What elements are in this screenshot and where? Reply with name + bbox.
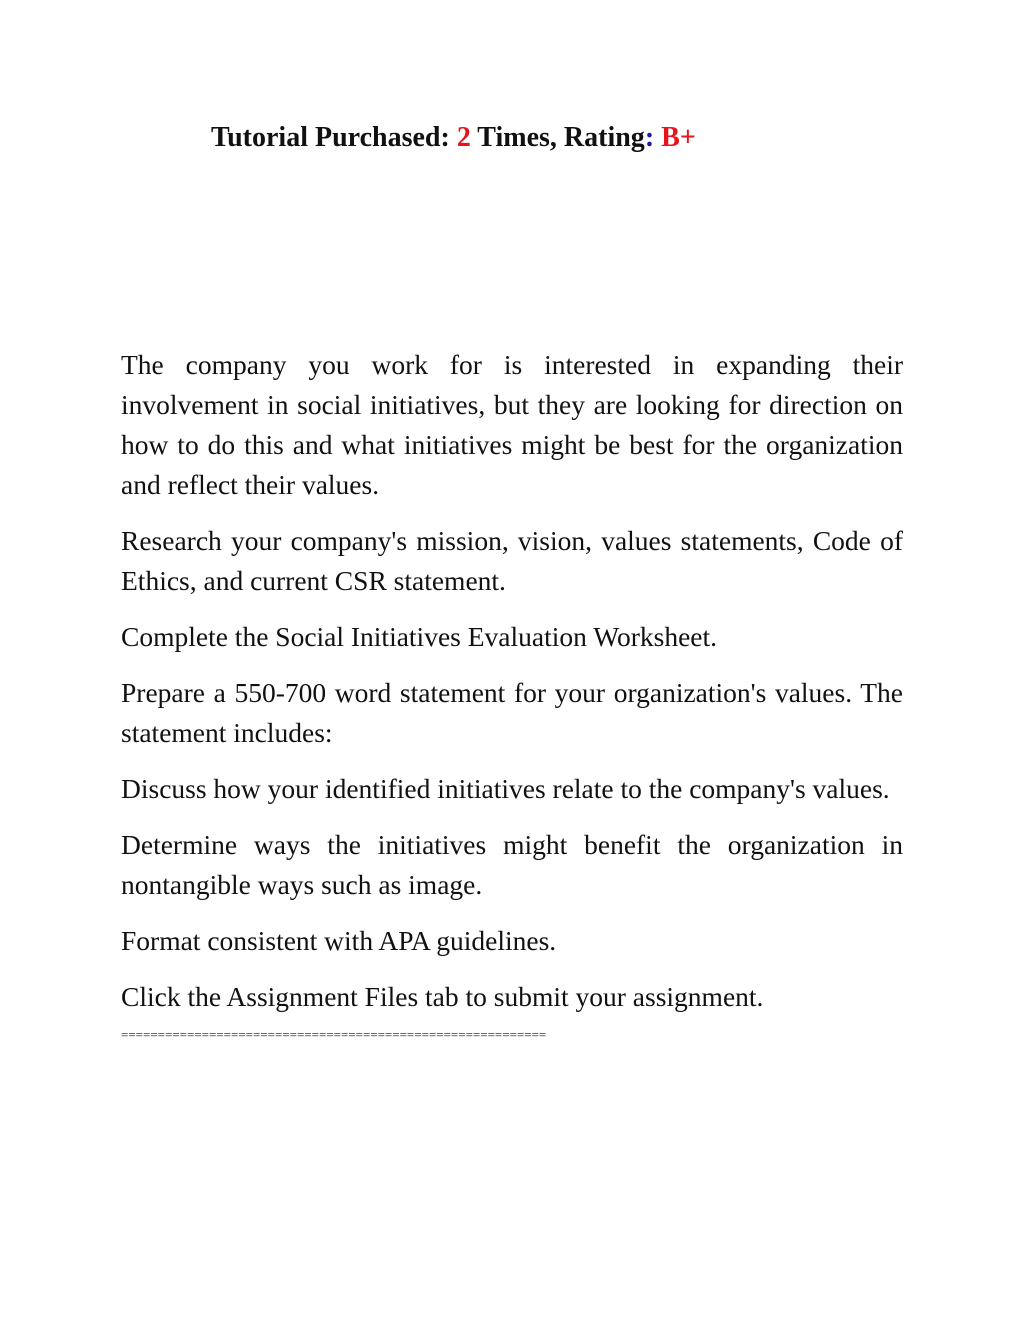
paragraph-worksheet: Complete the Social Initiatives Evaluation Worksheet.	[121, 621, 718, 652]
header-prefix: Tutorial Purchased:	[211, 122, 457, 153]
paragraph-prepare: Prepare a 550-700 word statement for your organization's values. The statement includes:	[121, 677, 903, 748]
assignment-description	[121, 345, 903, 1043]
paragraph-submit: Click the Assignment Files tab to submit your assignment.	[121, 981, 764, 1012]
header-colon: :	[644, 122, 655, 153]
purchase-count: 2	[456, 122, 471, 153]
paragraph-research: Research your company's mission, vision, values statements, Code of Ethics, and current CSR statement.	[121, 525, 903, 596]
rating-value: B+	[661, 122, 696, 153]
tutorial-header	[211, 118, 696, 158]
paragraph-intro: The company you work for is interested in expanding their involvement in social initiatives, but they are looking for direction on how to do this and what initiatives might be best for the organization and reflect their values.	[121, 349, 903, 500]
divider-line: ==========================================================	[121, 1027, 547, 1042]
paragraph-format: Format consistent with APA guidelines.	[121, 925, 557, 956]
header-middle: Times, Rating	[470, 122, 645, 153]
paragraph-determine: Determine ways the initiatives might benefit the organization in nontangible ways such as image.	[121, 829, 903, 900]
paragraph-discuss: Discuss how your identified initiatives relate to the company's values.	[121, 773, 890, 804]
